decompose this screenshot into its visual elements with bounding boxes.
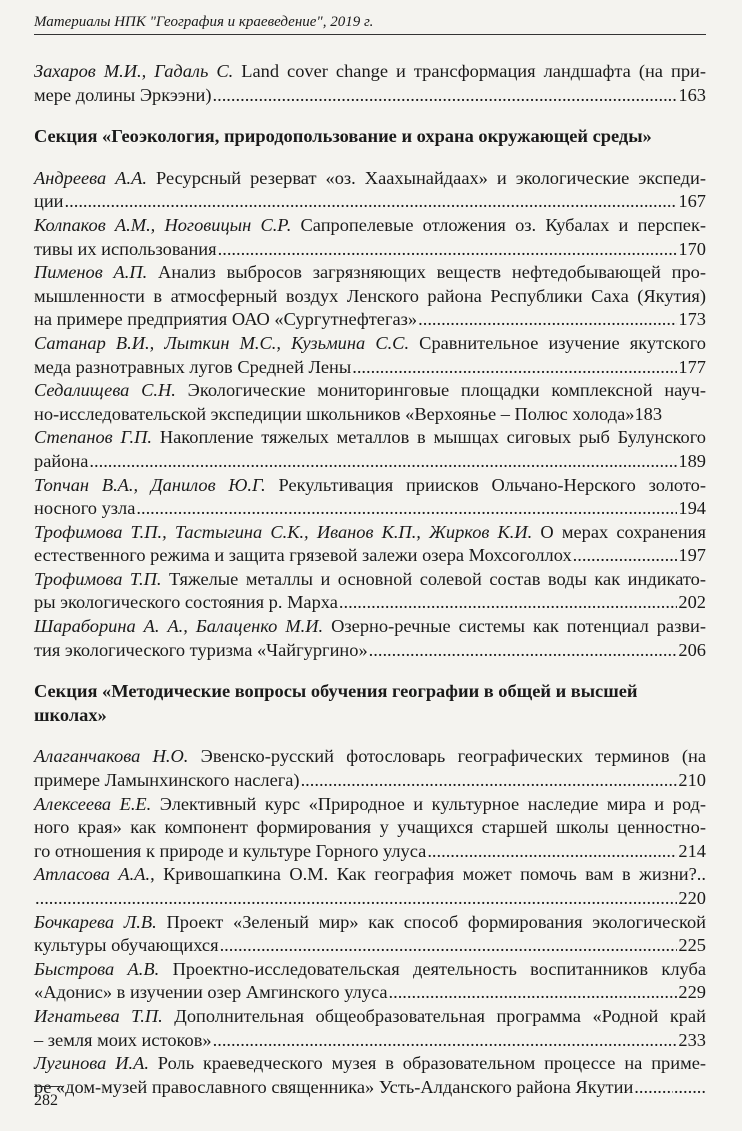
toc-entry-line (34, 615, 706, 639)
toc-leader-dots (369, 639, 678, 663)
toc-entry-title-tail: тивы их использования (34, 238, 217, 259)
toc-entry (34, 745, 706, 792)
toc-entry (34, 379, 706, 426)
toc-entry-leader-line (34, 403, 706, 427)
section-heading (34, 125, 706, 149)
toc-entry (34, 615, 706, 662)
toc-entry-page: 206 (678, 639, 706, 660)
toc-entry-title-tail: носного узла (34, 498, 136, 519)
toc-leader-dots (213, 1029, 678, 1053)
page-number-rule (34, 1086, 64, 1087)
toc-entry-title: О мерах сохранения (540, 521, 706, 542)
page-number: 282 (34, 1092, 58, 1109)
toc-entry-line (34, 214, 706, 238)
toc-leader-dots (427, 840, 677, 864)
toc-entry-line (34, 474, 706, 498)
toc-entry-authors: Пименов А.П. (34, 262, 148, 283)
toc-entry-authors: Трофимова Т.П., Тастыгина С.К., Иванов К.П., Жирков К.И. (34, 521, 533, 542)
toc-entry-page: 220 (678, 888, 706, 908)
toc-entry-authors: Игнатьева Т.П. (34, 1005, 163, 1026)
toc-leader-dots (634, 1076, 673, 1100)
toc-entry-line (34, 863, 706, 887)
toc-entry-page: 167 (678, 191, 706, 212)
toc-leader-dots (339, 591, 678, 615)
toc-leader-dots (35, 887, 677, 911)
toc-entry-line (34, 379, 706, 403)
toc-entry-title-tail: – земля моих истоков» (34, 1029, 212, 1050)
toc-entry-leader-line (34, 1029, 706, 1053)
toc-entry (34, 474, 706, 521)
toc-leader-dots (65, 190, 678, 214)
toc-entry-title: Проект «Зеленый мир» как способ формирования экологической (166, 911, 706, 932)
section-heading-line: школах» (34, 704, 107, 725)
section-heading-line: Секция «Методические вопросы обучения географии в общей и высшей (34, 681, 638, 702)
toc-entry (34, 793, 706, 864)
toc-entry-page: 214 (678, 840, 706, 861)
toc-entry-authors: Шараборина А. А., Балаценко М.И. (34, 616, 324, 637)
toc-entry-authors: Степанов Г.П. (34, 427, 153, 448)
toc-entry (34, 911, 706, 958)
toc-entry-line (34, 60, 706, 84)
toc-entry-page: 183 (634, 403, 663, 424)
toc-entry-title-tail: примере Ламынхинского наслега) (34, 770, 300, 791)
toc-entry-page: 225 (678, 935, 706, 956)
toc-entry-title: Рекультивация приисков Ольчано-Нерского золото- (278, 474, 706, 495)
toc-entry (34, 261, 706, 332)
toc-leader-dots (418, 308, 677, 332)
toc-entry-title: Озерно-речные системы как потенциал разви- (331, 616, 706, 637)
toc-entry-page: 210 (678, 770, 706, 791)
toc-entry-leader-line (34, 1076, 706, 1100)
toc-entry (34, 568, 706, 615)
toc-entry-leader-line (34, 308, 706, 332)
toc-leader-dots (213, 84, 678, 108)
toc-entry-page: 197 (678, 545, 706, 566)
toc-leader-dots (89, 450, 677, 474)
toc-entry-authors: Алексеева Е.Е. (34, 793, 152, 814)
toc-entry (34, 426, 706, 473)
toc-entry-title-tail: естественного режима и защита грязевой залежи озера Мохсоголлох (34, 545, 572, 566)
toc-entry (34, 332, 706, 379)
toc-entry-leader-line (34, 497, 706, 521)
toc-entry-title: Роль краеведческого музея в образовательном процессе на приме- (157, 1053, 706, 1074)
toc-entry-title-tail: меда разнотравных лугов Средней Лены (34, 356, 352, 377)
toc-entry-line (34, 911, 706, 935)
toc-entry-line (34, 793, 706, 817)
toc-entry-title: Элективный курс «Природное и культурное наследие мира и род- (159, 793, 706, 814)
toc-entry-title: Дополнительная общеобразовательная программа «Родной край (174, 1005, 706, 1026)
toc-entry-authors: Андреева А.А. (34, 167, 147, 188)
toc-entry (34, 958, 706, 1005)
toc-entry-authors: Топчан В.А., Данилов Ю.Г. (34, 474, 266, 495)
toc-leader-dots (573, 544, 678, 568)
toc-entry-title-tail: «Адонис» в изучении озер Амгинского улуса (34, 982, 388, 1003)
table-of-contents (34, 60, 706, 1099)
running-head: Материалы НПК "География и краеведение", 2019 г. (34, 14, 706, 35)
toc-entry-line (34, 332, 706, 356)
toc-entry-line (34, 568, 706, 592)
toc-entry-page: 177 (678, 356, 706, 377)
toc-entry-page: 194 (678, 498, 706, 519)
toc-entry-title: , Кривошапкина О.М. Как география может помочь вам в жизни?.. (150, 864, 706, 885)
toc-entry-title-tail: на примере предприятия ОАО «Сургутнефтегаз» (34, 309, 418, 330)
toc-entry-leader-line (34, 190, 706, 214)
toc-entry-leader-line (34, 934, 706, 958)
toc-leader-dots (352, 356, 677, 380)
toc-entry-trailing: ....... (673, 1076, 706, 1097)
toc-entry-page: 229 (678, 982, 706, 1003)
toc-leader-dots (220, 934, 678, 958)
toc-entry-line (34, 1052, 706, 1076)
toc-entry-title: Анализ выбросов загрязняющих веществ нефтедобывающей про- (158, 262, 706, 283)
toc-entry-authors: Трофимова Т.П. (34, 568, 162, 589)
toc-entry-authors: Захаров М.И., Гадаль С. (34, 61, 234, 81)
toc-entry-title: Экологические мониторинговые площадки комплексной науч- (187, 380, 706, 401)
section-heading (34, 680, 706, 727)
toc-entry-title: Накопление тяжелых металлов в мышцах сиговых рыб Булунского (159, 427, 707, 448)
toc-entry (34, 60, 706, 107)
toc-entry-title: Проектно-исследовательская деятельность воспитанников клуба (172, 958, 706, 979)
toc-entry (34, 167, 706, 214)
toc-entry-page: 170 (678, 238, 706, 259)
toc-entry-title: Land cover change и трансформация ландшафта (на при- (241, 61, 706, 81)
toc-leader-dots (389, 981, 678, 1005)
toc-entry-title: Ресурсный резерват «оз. Хаахынайдаах» и экологические экспеди- (155, 167, 706, 188)
toc-entry-title-tail: тия экологического туризма «Чайгургино» (34, 639, 368, 660)
toc-entry-title-tail: но-исследовательской экспедиции школьников «Верхоянье – Полюс холода» (34, 403, 635, 424)
section-heading-line: Секция «Геоэкология, природопользование и охрана окружающей среды» (34, 126, 652, 147)
toc-entry-authors: Седалищева С.Н. (34, 380, 176, 401)
toc-leader-dots (136, 497, 677, 521)
toc-entry-page: 189 (678, 450, 706, 471)
toc-entry-leader-line (34, 84, 706, 108)
toc-entry-page: 173 (678, 309, 706, 330)
toc-entry-title: Сапропелевые отложения оз. Кубалах и перспек- (300, 214, 707, 235)
toc-entry-leader-line (34, 887, 706, 911)
toc-entry-line (34, 426, 706, 450)
toc-entry (34, 863, 706, 910)
toc-entry-authors: Атласова А.А. (34, 864, 151, 885)
toc-entry-title-tail: мере долины Эркээни) (34, 84, 212, 105)
toc-entry-line (34, 1005, 706, 1029)
toc-entry-title-tail: культуры обучающихся (34, 935, 219, 956)
toc-entry-leader-line (34, 591, 706, 615)
toc-entry-line (34, 745, 706, 769)
toc-entry-line (34, 816, 706, 840)
toc-entry-leader-line (34, 238, 706, 262)
toc-entry (34, 521, 706, 568)
toc-entry-line (34, 261, 706, 285)
toc-entry-leader-line (34, 840, 706, 864)
toc-entry-title-tail: ре «дом-музей православного священника» Усть-Алданского района Якутии (34, 1076, 634, 1097)
toc-entry-authors: Быстрова А.В. (34, 958, 160, 979)
toc-leader-dots (218, 238, 678, 262)
toc-entry-leader-line (34, 544, 706, 568)
toc-entry (34, 214, 706, 261)
toc-entry-title-tail: ции (34, 191, 64, 212)
toc-entry-leader-line (34, 356, 706, 380)
toc-entry-line (34, 521, 706, 545)
toc-entry-authors: Сатанар В.И., Лыткин М.С., Кузьмина С.С. (34, 332, 410, 353)
toc-entry-title: ного края» как компонент формирования у учащихся старшей школы ценностно- (34, 817, 706, 838)
toc-entry-page: 202 (678, 592, 706, 613)
toc-entry-title: Сравнительное изучение якутского (419, 332, 706, 353)
toc-entry-line (34, 285, 706, 309)
toc-entry-title: Тяжелые металлы и основной солевой состав воды как индикато- (169, 568, 706, 589)
toc-entry-leader-line (34, 769, 706, 793)
toc-entry-title-tail: ры экологического состояния р. Марха (34, 592, 338, 613)
toc-entry-title-tail: го отношения к природе и культуре Горного улуса (34, 840, 427, 861)
toc-entry-line (34, 167, 706, 191)
toc-entry-page: 163 (678, 84, 706, 105)
toc-entry-authors: Лугинова И.А. (34, 1053, 149, 1074)
toc-entry (34, 1005, 706, 1052)
toc-entry-leader-line (34, 981, 706, 1005)
toc-entry-leader-line (34, 639, 706, 663)
toc-entry (34, 1052, 706, 1099)
toc-entry-title-tail: района (34, 450, 89, 471)
toc-entry-title: Эвенско-русский фотословарь географических терминов (на (200, 746, 706, 767)
toc-entry-authors: Бочкарева Л.В. (34, 911, 157, 932)
toc-entry-authors: Алаганчакова Н.О. (34, 746, 189, 767)
toc-entry-page: 233 (678, 1029, 706, 1050)
toc-leader-dots (301, 769, 678, 793)
toc-entry-authors: Колпаков А.М., Ноговицын С.Р. (34, 214, 292, 235)
toc-entry-line (34, 958, 706, 982)
toc-entry-title: мышленности в атмосферный воздух Ленского района Республики Саха (Якутия) (34, 285, 706, 306)
toc-entry-leader-line (34, 450, 706, 474)
